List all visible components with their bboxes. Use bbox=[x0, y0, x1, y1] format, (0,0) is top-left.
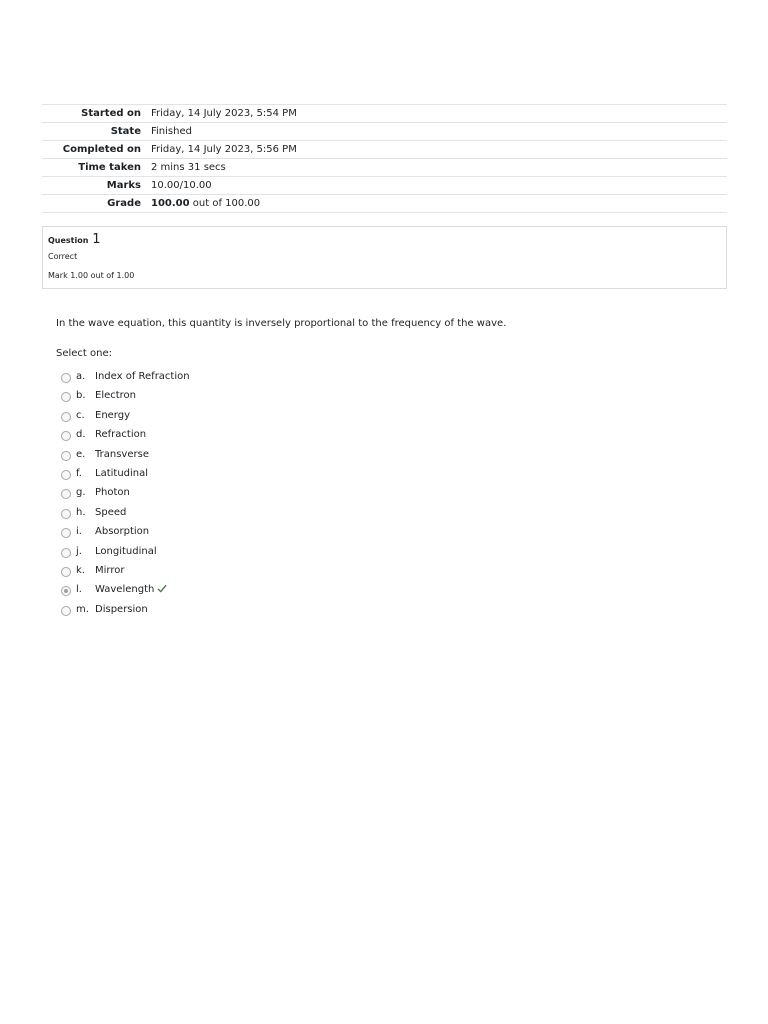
answer-option[interactable] bbox=[61, 524, 461, 543]
answer-text: Wavelength bbox=[95, 584, 155, 596]
answer-text: Speed bbox=[95, 506, 127, 518]
answer-label bbox=[95, 468, 148, 479]
question-state: Correct bbox=[48, 252, 78, 261]
answer-letter: m. bbox=[76, 603, 89, 615]
checkmark-icon bbox=[157, 584, 167, 593]
summary-row-started-on bbox=[42, 105, 727, 123]
answer-text: Electron bbox=[95, 390, 137, 402]
answer-letter: b. bbox=[76, 390, 86, 402]
answer-text: Latitudinal bbox=[95, 467, 149, 479]
answer-option[interactable] bbox=[61, 466, 461, 485]
answer-radio[interactable] bbox=[61, 567, 71, 577]
summary-row-time-taken bbox=[42, 159, 727, 177]
summary-value: Finished bbox=[151, 126, 192, 137]
answer-letter: d. bbox=[76, 429, 86, 441]
answer-radio[interactable] bbox=[61, 373, 71, 383]
answer-text: Transverse bbox=[95, 448, 149, 460]
answer-radio[interactable] bbox=[61, 412, 71, 422]
answer-label bbox=[95, 410, 130, 421]
summary-label: Completed on bbox=[62, 144, 141, 155]
summary-row-marks bbox=[42, 177, 727, 195]
answer-label bbox=[95, 487, 130, 498]
answer-option[interactable] bbox=[61, 563, 461, 582]
answer-letter: g. bbox=[76, 487, 86, 499]
answer-label bbox=[95, 449, 149, 460]
answer-label bbox=[95, 390, 136, 401]
answer-letter: h. bbox=[76, 506, 86, 518]
question-text: In the wave equation, this quantity is inversely proportional to the frequency of the wave. bbox=[56, 318, 507, 329]
answer-option[interactable] bbox=[61, 447, 461, 466]
attempt-summary-table bbox=[42, 104, 727, 213]
answer-letter: i. bbox=[76, 526, 82, 538]
answer-option[interactable] bbox=[61, 485, 461, 504]
answer-option[interactable] bbox=[61, 369, 461, 388]
answer-radio[interactable] bbox=[61, 392, 71, 402]
question-info-box bbox=[42, 226, 727, 289]
summary-label: State bbox=[110, 126, 141, 137]
question-grade: Mark 1.00 out of 1.00 bbox=[48, 271, 135, 280]
answer-radio[interactable] bbox=[61, 586, 71, 596]
answer-label bbox=[95, 371, 190, 382]
summary-label: Grade bbox=[107, 198, 141, 209]
answer-letter: l. bbox=[76, 584, 82, 596]
summary-row-grade bbox=[42, 195, 727, 213]
answer-letter: k. bbox=[76, 564, 85, 576]
answer-radio[interactable] bbox=[61, 509, 71, 519]
summary-value: 2 mins 31 secs bbox=[151, 162, 226, 173]
answer-label bbox=[95, 584, 167, 595]
answer-label bbox=[95, 507, 126, 518]
summary-value: 10.00/10.00 bbox=[151, 180, 212, 191]
answer-radio[interactable] bbox=[61, 470, 71, 480]
answer-label bbox=[95, 526, 149, 537]
grade-out-of: out of 100.00 bbox=[189, 198, 261, 209]
answer-label bbox=[95, 546, 157, 557]
answer-letter: c. bbox=[76, 409, 85, 421]
answer-letter: e. bbox=[76, 448, 86, 460]
answer-radio[interactable] bbox=[61, 548, 71, 558]
summary-value bbox=[141, 195, 727, 213]
answer-radio[interactable] bbox=[61, 606, 71, 616]
answer-radio[interactable] bbox=[61, 451, 71, 461]
answer-text: Longitudinal bbox=[95, 545, 157, 557]
answer-letter: j. bbox=[76, 545, 82, 557]
answer-text: Dispersion bbox=[95, 603, 148, 615]
summary-value: Friday, 14 July 2023, 5:54 PM bbox=[151, 108, 297, 119]
answer-option[interactable] bbox=[61, 544, 461, 563]
answer-options bbox=[61, 369, 461, 621]
summary-row-completed-on bbox=[42, 141, 727, 159]
answer-option[interactable] bbox=[61, 582, 461, 601]
answer-option[interactable] bbox=[61, 408, 461, 427]
summary-label: Started on bbox=[81, 108, 141, 119]
answer-letter: f. bbox=[76, 467, 82, 479]
question-number-value: 1 bbox=[92, 232, 101, 247]
answer-label bbox=[95, 429, 146, 440]
summary-label: Marks bbox=[106, 180, 141, 191]
answer-text: Mirror bbox=[95, 564, 125, 576]
summary-row-state bbox=[42, 123, 727, 141]
summary-label: Time taken bbox=[78, 162, 141, 173]
answer-text: Energy bbox=[95, 409, 131, 421]
answer-option[interactable] bbox=[61, 388, 461, 407]
answer-letter: a. bbox=[76, 371, 86, 382]
answer-label bbox=[95, 604, 148, 615]
question-label: Question bbox=[48, 236, 89, 245]
answer-text: Refraction bbox=[95, 429, 147, 441]
answer-option[interactable] bbox=[61, 602, 461, 621]
answer-option[interactable] bbox=[61, 427, 461, 446]
answer-label bbox=[95, 565, 124, 576]
answer-option[interactable] bbox=[61, 505, 461, 524]
question-number bbox=[48, 232, 101, 247]
answer-radio[interactable] bbox=[61, 528, 71, 538]
answer-radio[interactable] bbox=[61, 489, 71, 499]
answer-prompt: Select one: bbox=[56, 348, 113, 359]
grade-score: 100.00 bbox=[151, 198, 190, 209]
answer-radio[interactable] bbox=[61, 431, 71, 441]
answer-text: Index of Refraction bbox=[95, 371, 190, 382]
summary-value: Friday, 14 July 2023, 5:56 PM bbox=[151, 144, 297, 155]
answer-text: Absorption bbox=[95, 526, 150, 538]
answer-text: Photon bbox=[95, 487, 130, 499]
